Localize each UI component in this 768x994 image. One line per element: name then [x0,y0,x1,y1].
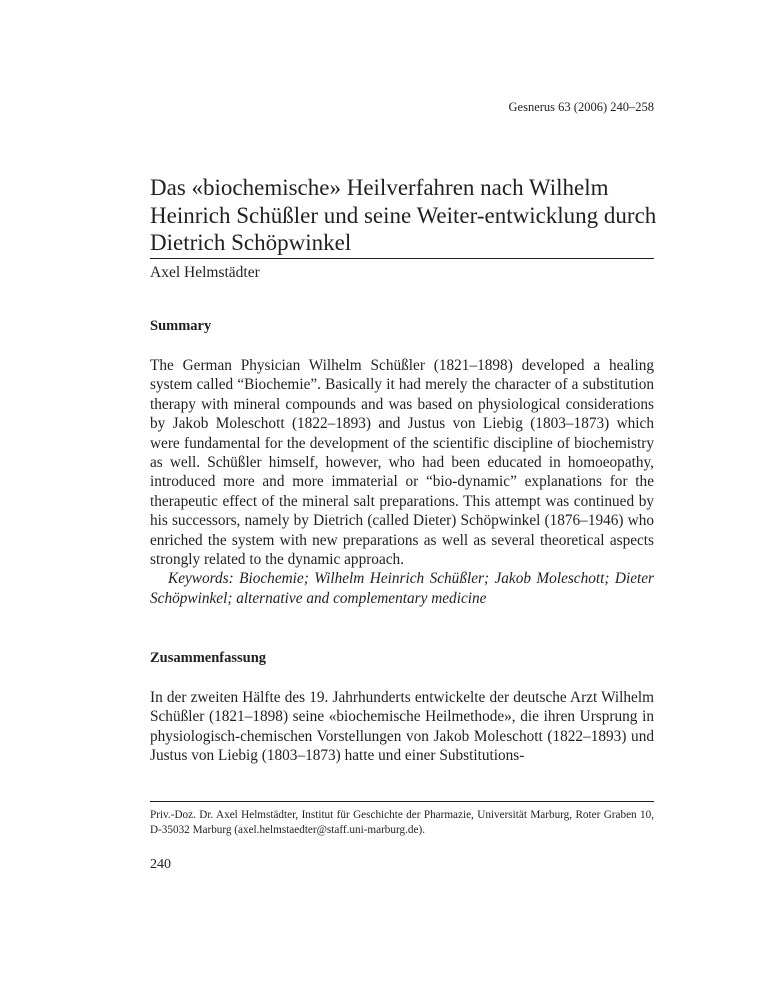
footnote-divider [150,801,654,802]
author-affiliation-footnote: Priv.-Doz. Dr. Axel Helmstädter, Institut für Geschichte der Pharmazie, Universität Marburg, Roter Graben 10, D-35032 Marburg (axel.helmstaedter@staff.uni-marburg.de). [150,809,654,836]
author-name: Axel Helmstädter [150,264,260,281]
zusammenfassung-paragraph: In der zweiten Hälfte des 19. Jahrhunderts entwickelte der deutsche Arzt Wilhelm Schüßler (1821–1898) seine «biochemische Heilmethode», die ihren Ursprung in physiologisch-chemischen Vorstellungen von Jakob Moleschott (1822–1893) und Justus von Liebig (1803–1873) hatte und einer Substitutions- [150,689,654,765]
summary-text: The German Physician Wilhelm Schüßler (1821–1898) developed a healing system called “Biochemie”. Basically it had merely the character of a substitution therapy with mineral compounds and was based on physiological considerations by Jakob Moleschott (1822–1893) and Justus von Liebig (1803–1873) which were fundamental for the development of the scientific discipline of biochemistry as well. Schüßler himself, however, who had been educated in homoeopathy, introduced more and more immaterial or “bio-dynamic” explanations for the therapeutic effect of the mineral salt preparations. This attempt was continued by his successors, namely by Dietrich (called Dieter) Schöpwinkel (1876–1946) who enriched the system with new preparations as well as several theoretical aspects strongly related to the dynamic approach. [150,357,654,569]
keywords: Keywords: Biochemie; Wilhelm Heinrich Schüßler; Jakob Moleschott; Dieter Schöpwinkel; alternative and complementary medicine [150,570,654,607]
summary-paragraph [150,356,654,608]
title-divider [150,258,654,259]
journal-reference: Gesnerus 63 (2006) 240–258 [508,100,654,114]
zusammenfassung-heading: Zusammenfassung [150,650,267,666]
article-title: Das «biochemische» Heilverfahren nach Wilhelm Heinrich Schüßler und seine Weiter-entwicklung durch Dietrich Schöpwinkel [150,175,657,255]
summary-heading: Summary [150,318,212,334]
page-number: 240 [150,857,171,872]
